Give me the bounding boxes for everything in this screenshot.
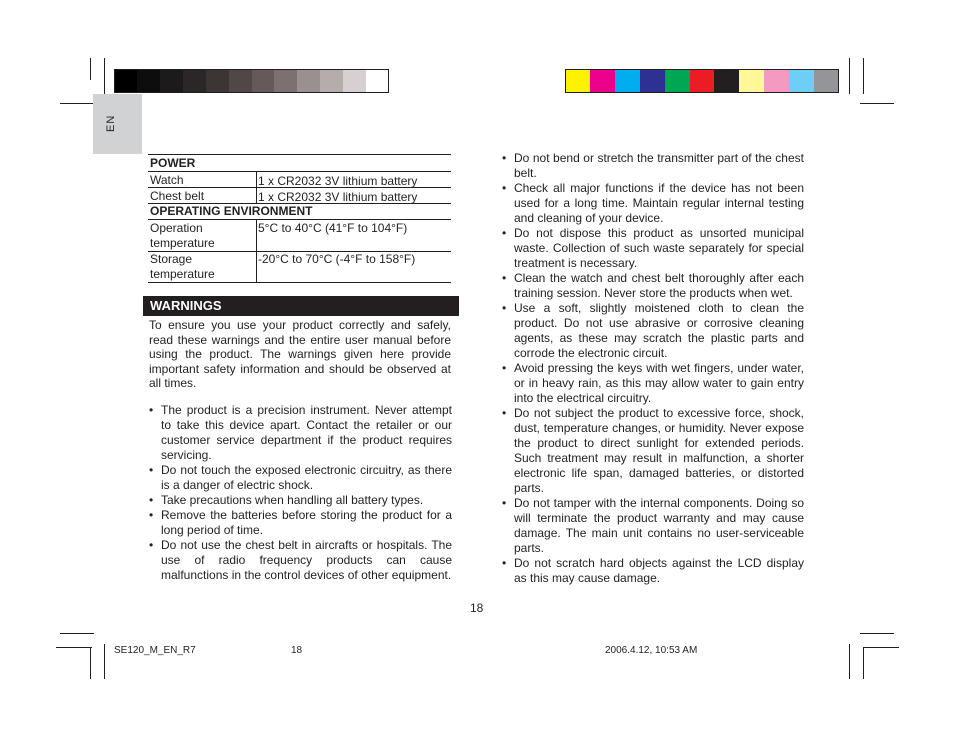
list-item: • Do not subject the product to excessive force, shock, dust, temperature changes, or humidity. Never expose the product to direct sunlight for extended periods. Such treatment may result in malfunction, a shorter electronic life span, damaged batteries, or distorted parts. — [502, 406, 804, 496]
footer-page: 18 — [291, 645, 303, 656]
list-item: • Clean the watch and chest belt thoroughly after each training session. Never store the products when wet. — [502, 271, 804, 301]
warnings-list-left — [149, 403, 452, 583]
spec-label: Watch — [150, 173, 184, 187]
language-label: EN — [105, 114, 117, 132]
warnings-intro: To ensure you use your product correctly and safely, read these warnings and the entire user manual before using the product. The warnings given here provide important safety information and should be observed at all times. — [149, 318, 451, 390]
list-item: • Remove the batteries before storing the product for a long period of time. — [149, 508, 452, 538]
table-row — [148, 251, 451, 283]
list-item: • Do not use the chest belt in aircrafts or hospitals. The use of radio frequency products can cause malfunctions in the control devices of other equipment. — [149, 538, 452, 583]
table-row — [148, 171, 451, 187]
list-item: • The product is a precision instrument. Never attempt to take this device apart. Contact the retailer or our customer service department if the product requires servicing. — [149, 403, 452, 463]
list-item: • Do not tamper with the internal components. Doing so will terminate the product warranty and may cause damage. The main unit contains no user-serviceable parts. — [502, 496, 804, 556]
language-tab — [93, 94, 142, 154]
list-item: • Do not touch the exposed electronic circuitry, as there is a danger of electric shock. — [149, 463, 452, 493]
spec-label: Chest belt — [150, 189, 205, 203]
spec-value: 1 x CR2032 3V lithium battery — [258, 190, 418, 204]
warnings-heading: WARNINGS — [143, 296, 459, 316]
list-item: • Avoid pressing the keys with wet fingers, under water, or in heavy rain, as this may allow water to gain entry into the electrical circuitry. — [502, 361, 804, 406]
list-item: • Do not bend or stretch the transmitter part of the chest belt. — [502, 151, 804, 181]
spec-label: Storage — [150, 252, 193, 266]
list-item: • Do not scratch hard objects against the LCD display as this may cause damage. — [502, 556, 804, 586]
spec-value: -20°C to 70°C (-4°F to 158°F) — [258, 252, 416, 266]
page-number: 18 — [470, 601, 484, 615]
warnings-list-right — [502, 151, 804, 586]
table-row — [148, 219, 451, 251]
spec-label: temperature — [150, 236, 215, 250]
list-item: • Check all major functions if the device has not been used for a long time. Maintain regular internal testing and cleaning of your device. — [502, 181, 804, 226]
environment-heading: OPERATING ENVIRONMENT — [150, 204, 313, 218]
spec-value: 1 x CR2032 3V lithium battery — [258, 174, 418, 188]
spec-table — [148, 154, 451, 283]
table-row — [148, 187, 451, 203]
spec-value: 5°C to 40°C (41°F to 104°F) — [258, 221, 408, 235]
spec-label: Operation — [150, 221, 203, 235]
footer-filename: SE120_M_EN_R7 — [114, 645, 196, 656]
list-item: • Use a soft, slightly moistened cloth to clean the product. Do not use abrasive or corrosive cleaning agents, as these may scratch the plastic parts and corrode the electronic circuit. — [502, 301, 804, 361]
list-item: • Take precautions when handling all battery types. — [149, 493, 452, 508]
footer-timestamp: 2006.4.12, 10:53 AM — [605, 645, 698, 656]
spec-label: temperature — [150, 267, 215, 281]
list-item: • Do not dispose this product as unsorted municipal waste. Collection of such waste separately for special treatment is necessary. — [502, 226, 804, 271]
power-heading: POWER — [150, 156, 196, 170]
